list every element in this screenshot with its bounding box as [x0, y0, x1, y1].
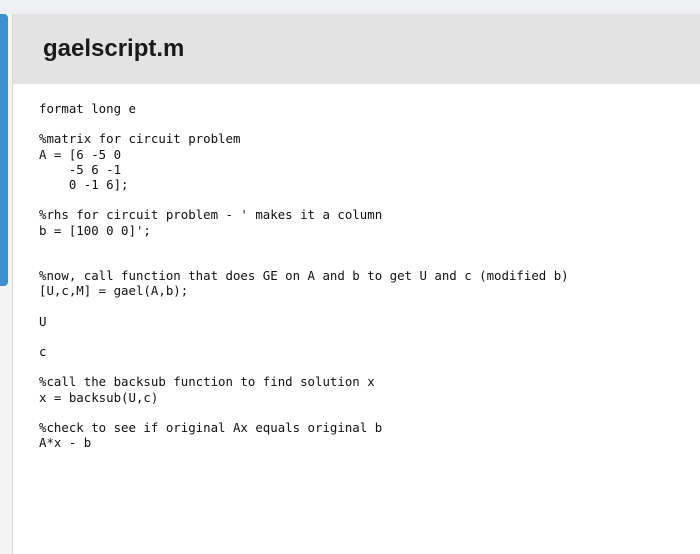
- code-line: A*x - b: [39, 435, 92, 451]
- code-line: c: [39, 344, 47, 359]
- code-line: b = [100 0 0]';: [39, 222, 151, 238]
- code-line: [39, 329, 679, 344]
- code-line: [39, 405, 679, 420]
- script-header: [13, 14, 700, 84]
- code-line: %now, call function that does GE on A and b to get U and c (modified b): [39, 268, 569, 284]
- code-line: %matrix for circuit problem: [39, 131, 241, 147]
- code-line: [39, 238, 679, 253]
- code-line: U: [39, 313, 47, 329]
- code-line: [U,c,M] = gael(A,b);: [39, 283, 189, 299]
- code-line: %check to see if original Ax equals original b: [39, 419, 383, 435]
- code-line: [39, 359, 679, 374]
- code-line: [39, 116, 679, 131]
- code-line: -5 6 -1: [39, 161, 122, 177]
- code-line: format long e: [39, 101, 136, 116]
- scroll-accent-bar[interactable]: [0, 14, 8, 286]
- script-title: gaelscript.m: [43, 35, 185, 62]
- top-strip: [0, 0, 700, 14]
- code-line: 0 -1 6];: [39, 176, 129, 192]
- code-line: A = [6 -5 0: [39, 146, 122, 162]
- code-line: [39, 192, 679, 207]
- code-line: %call the backsub function to find solution x: [39, 374, 375, 390]
- code-line: [39, 253, 679, 268]
- code-line: [39, 298, 679, 313]
- code-line: %rhs for circuit problem - ' makes it a column: [39, 207, 383, 223]
- code-line: x = backsub(U,c): [39, 389, 159, 405]
- code-block: [39, 101, 679, 450]
